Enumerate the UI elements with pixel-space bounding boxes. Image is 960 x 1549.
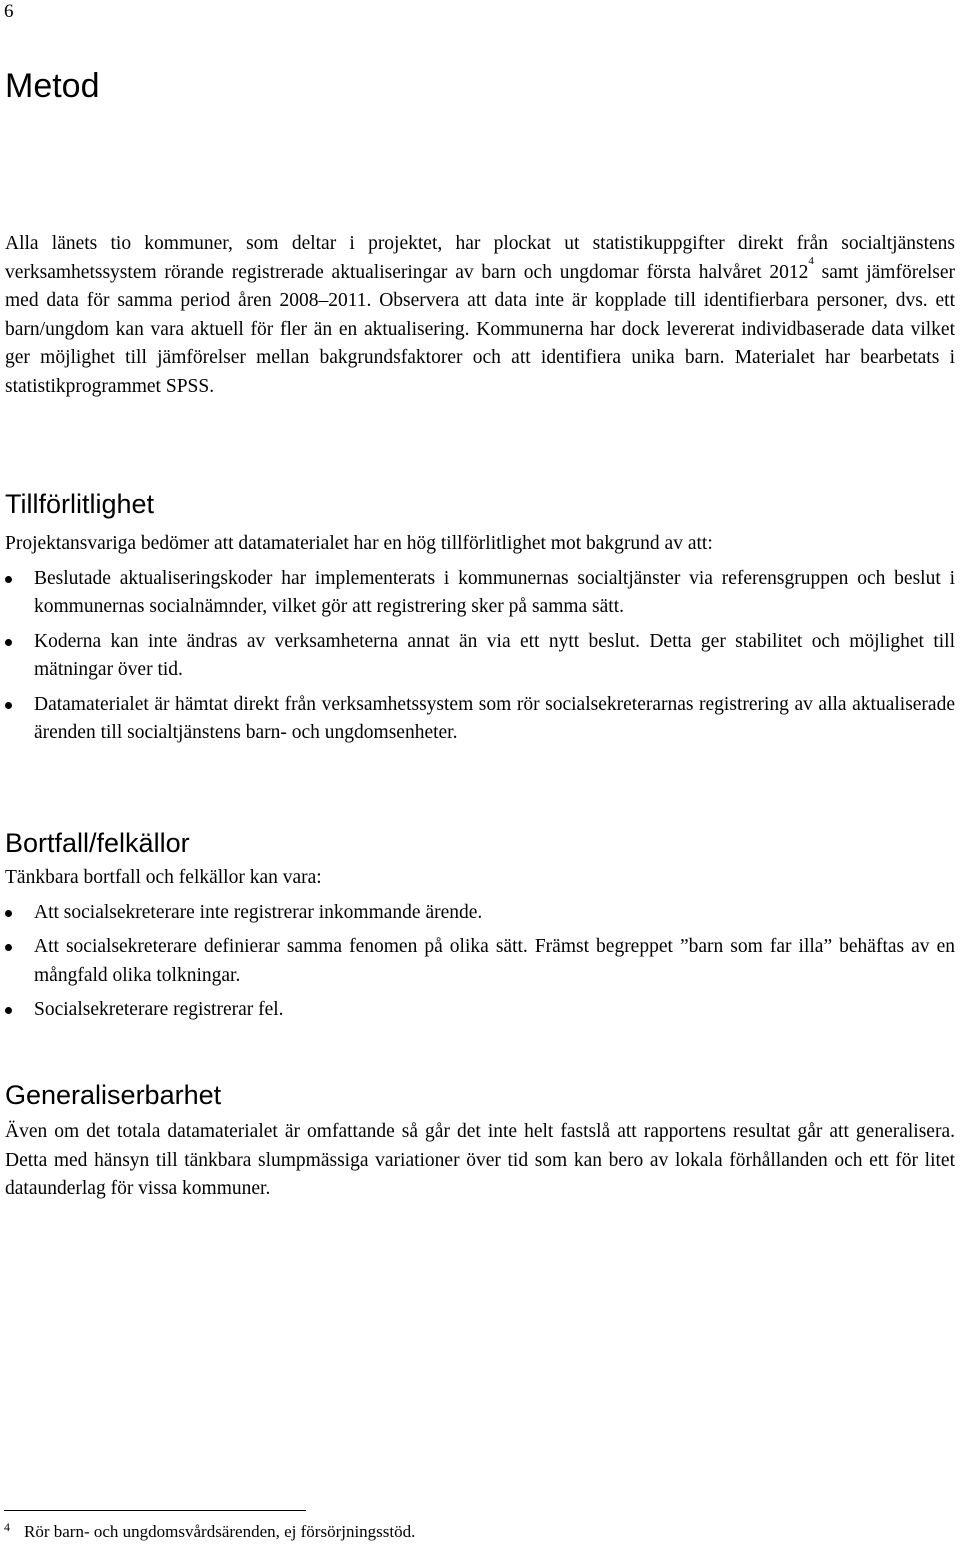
intro-paragraph [5, 230, 955, 401]
list-item-text: Beslutade aktualiseringskoder har implementerats i kommunernas socialtjänster via referensgruppen och beslut i kommunernas socialnämnder, vilket gör att registrering sker på samma sätt. [34, 567, 955, 617]
bullet-icon [5, 702, 12, 709]
bullet-icon [5, 944, 12, 951]
list-item [5, 628, 955, 685]
footnote-reference[interactable]: 4 [808, 254, 814, 267]
list-item [5, 565, 955, 622]
footnote [4, 1521, 415, 1544]
bullet-icon [5, 576, 12, 583]
section-lead-bortfall: Tänkbara bortfall och felkällor kan vara: [5, 867, 322, 888]
bullet-list-tillforlitlighet [5, 565, 955, 748]
bullet-icon [5, 910, 12, 917]
list-item [5, 691, 955, 748]
section-lead-tillforlitlighet: Projektansvariga bedömer att datamaterialet har en hög tillförlitlighet mot bakgrund av att: [5, 533, 713, 554]
list-item [5, 996, 955, 1025]
list-item-text: Socialsekreterare registrerar fel. [34, 999, 284, 1020]
intro-text-part2: samt jämförelser med data för samma period åren 2008–2011. Observera att data inte är kopplade till identifierbara personer, dvs. ett barn/ungdom kan vara aktuell för fler än en aktualisering. Kommunerna har dock levererat individbaserade data vilket ger möjlighet till jämförelser mellan bakgrundsfaktorer och att identifiera unika barn. Materialet har bearbetats i statistikprogrammet SPSS. [5, 261, 955, 397]
list-item-text: Att socialsekreterare definierar samma fenomen på olika sätt. Främst begreppet ”barn som far illa” behäftas av en mångfald olika tolkningar. [34, 936, 955, 986]
footnote-divider [4, 1510, 306, 1511]
section-heading-bortfall: Bortfall/felkällor [5, 828, 190, 858]
bullet-icon [5, 1007, 12, 1014]
section-body-generaliserbarhet: Även om det totala datamaterialet är omfattande så går det inte helt fastslå att rapportens resultat går att generalisera. Detta med hänsyn till tänkbara slumpmässiga variationer över tid som kan bero av lokala förhållanden och ett för litet dataunderlag för vissa kommuner. [5, 1121, 955, 1199]
section-generaliserbarhet [5, 1078, 955, 1204]
bullet-list-bortfall [5, 899, 955, 1025]
section-tillforlitlighet [5, 487, 955, 748]
list-item-text: Att socialsekreterare inte registrerar inkommande ärende. [34, 901, 483, 923]
page-number: 6 [4, 1, 14, 22]
bullet-icon [5, 639, 12, 646]
section-heading-generaliserbarhet: Generaliserbarhet [5, 1080, 222, 1110]
list-item-text: Koderna kan inte ändras av verksamheterna annat än via ett nytt beslut. Detta ger stabilitet och möjlighet till mätningar över tid. [34, 630, 955, 680]
list-item [5, 933, 955, 990]
list-item [5, 899, 955, 928]
page-title: Metod [5, 67, 100, 105]
section-heading-tillforlitlighet: Tillförlitlighet [5, 489, 155, 519]
section-bortfall [5, 826, 955, 1025]
footnote-mark: 4 [4, 1520, 10, 1534]
footnote-text: Rör barn- och ungdomsvårdsärenden, ej försörjningsstöd. [24, 1522, 416, 1541]
list-item-text: Datamaterialet är hämtat direkt från verksamhetssystem som rör socialsekreterarnas registrering av alla aktualiserade ärenden till socialtjänstens barn- och ungdomsenheter. [34, 693, 955, 743]
intro-text-part1: Alla länets tio kommuner, som deltar i projektet, har plockat ut statistikuppgifter direkt från socialtjänstens verksamhetssystem rörande registrerade aktualiseringar av barn och ungdomar första halvåret 2012 [5, 233, 955, 283]
